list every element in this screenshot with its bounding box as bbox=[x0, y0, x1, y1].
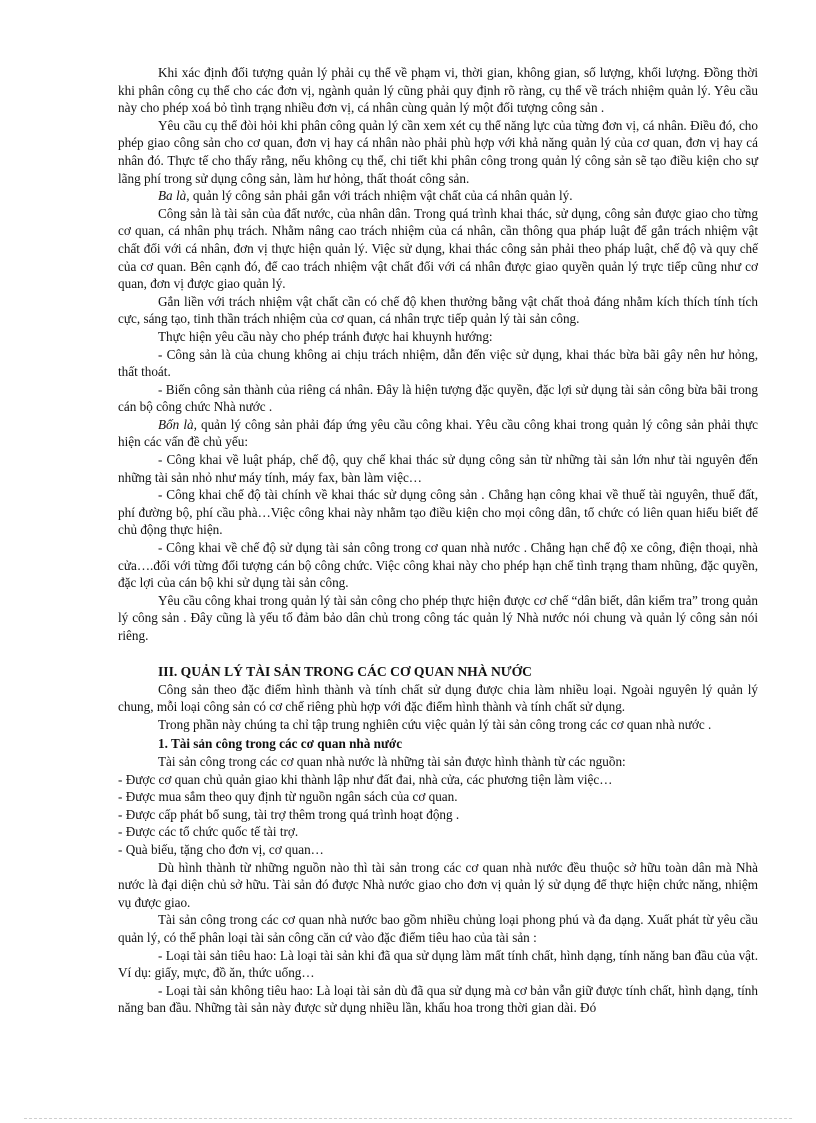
paragraph: Tài sản công trong các cơ quan nhà nước là những tài sản được hình thành từ các nguồn: bbox=[158, 753, 626, 769]
list-item: - Công sản là của chung không ai chịu trách nhiệm, dẫn đến việc sử dụng, khai thác bừa bãi gây nên hư hỏng, thất thoát. bbox=[118, 346, 758, 380]
list-item: - Được các tổ chức quốc tế tài trợ. bbox=[118, 824, 299, 840]
paragraph: Tài sản công trong các cơ quan nhà nước bao gồm nhiều chủng loại phong phú và đa dạng. Xuất phát từ yêu cầu quản lý, có thể phân loại tài sản công căn cứ vào đặc điểm tiêu hao của tài sản : bbox=[118, 912, 758, 945]
document-body bbox=[118, 64, 758, 1017]
paragraph: Yêu cầu cụ thể đòi hỏi khi phân công quản lý cần xem xét cụ thể năng lực của từng đơn vị, cá nhân. Điều đó, cho phép giao công sản cho cơ quan, đơn vị hay cá nhân nào phải phù hợp với khả năng quản lý của cơ quan, đơn vị hay cá nhân đó. Thực tế cho thấy rằng, nếu không cụ thể, chi tiết khi phân công trong quản lý công sản sẽ tạo điều kiện cho sự lãng phí trong sử dụng công sản, làm hư hỏng, thất thoát công sản. bbox=[118, 117, 758, 186]
paragraph: Công sản theo đặc điểm hình thành và tính chất sử dụng được chia làm nhiều loại. Ngoài nguyên lý quản lý chung, mỗi loại công sản có cơ chế riêng phù hợp với đặc điểm hình thành và tính chất sử dụng. bbox=[118, 681, 758, 715]
paragraph-lead: Ba là, bbox=[158, 188, 190, 204]
paragraph-text: quản lý công sản phải đáp ứng yêu cầu công khai. Yêu cầu công khai trong quản lý công sản phải thực hiện các vấn đề chủ yếu: bbox=[118, 416, 758, 450]
paragraph: Dù hình thành từ những nguồn nào thì tài sản trong các cơ quan nhà nước đều thuộc sở hữu toàn dân mà Nhà nước là đại diện chủ sở hữu. Tài sản đó được Nhà nước giao cho đơn vị quản lý sử dụng để thực hiện chức năng, nhiệm vụ được giao. bbox=[118, 859, 758, 910]
paragraph: Trong phần này chúng ta chỉ tập trung nghiên cứu việc quản lý tài sản công trong các cơ quan nhà nước . bbox=[158, 716, 712, 732]
list-item: - Được cơ quan chủ quản giao khi thành lập như đất đai, nhà cửa, các phương tiện làm việc… bbox=[118, 771, 613, 787]
list-item: - Công khai chế độ tài chính về khai thác sử dụng công sản . Chẳng hạn công khai về thuế tài nguyên, thuế đất, phí đường bộ, phí cầu phà…Việc công khai này nhằm tạo điều kiện cho mọi công dân, tổ chức có liên quan hiểu biết để chủ động thực hiện. bbox=[118, 487, 758, 538]
subsection-heading: 1. Tài sản công trong các cơ quan nhà nước bbox=[158, 736, 403, 752]
list-item: - Quà biếu, tặng cho đơn vị, cơ quan… bbox=[118, 841, 324, 857]
list-item: - Biến công sản thành của riêng cá nhân. Đây là hiện tượng đặc quyền, đặc lợi sử dụng tài sản công bừa bãi trong cán bộ công chức Nhà nước . bbox=[118, 381, 758, 415]
paragraph-text: quản lý công sản phải gắn với trách nhiệm vật chất của cá nhân quản lý. bbox=[189, 188, 573, 204]
list-item: - Loại tài sản không tiêu hao: Là loại tài sản dù đã qua sử dụng mà cơ bản vẫn giữ được tính chất, hình dạng, tính năng ban đầu. Những tài sản này được sử dụng nhiều lần, khấu hoa trong thời gian dài. Đó bbox=[118, 982, 758, 1016]
paragraph bbox=[118, 416, 758, 451]
paragraph bbox=[118, 187, 758, 205]
list-item: - Công khai về luật pháp, chế độ, quy chế khai thác sử dụng công sản từ những tài sản lớn như tài nguyên đến những tài sản nhỏ như máy tính, máy fax, bàn làm việc… bbox=[118, 452, 758, 485]
paragraph: Gắn liền với trách nhiệm vật chất cần có chế độ khen thưởng bằng vật chất thoả đáng nhằm kích thích tính tích cực, sáng tạo, tinh thần trách nhiệm của cơ quan, cá nhân trực tiếp quản lý tài sản công. bbox=[118, 293, 758, 327]
list-item: - Được cấp phát bổ sung, tài trợ thêm trong quá trình hoạt động . bbox=[118, 806, 460, 822]
paragraph: Công sản là tài sản của đất nước, của nhân dân. Trong quá trình khai thác, sử dụng, công sản được giao cho từng cơ quan, cá nhân phụ trách. Nhằm nâng cao trách nhiệm của cá nhân, cần thông qua pháp luật để gắn trách nhiệm vật chất đối với cá nhân, đơn vị thực hiện quản lý. Việc sử dụng, khai thác công sản phải theo pháp luật, chế độ và quy chế của cơ quan. Bên cạnh đó, để cao trách nhiệm vật chất đối với cá nhân được giao quyền quản lý trực tiếp cũng như cơ quan, đơn vị được giao quản lý. bbox=[118, 205, 758, 292]
list-item: - Loại tài sản tiêu hao: Là loại tài sản khi đã qua sử dụng làm mất tính chất, hình dạng, tính năng ban đầu của vật. Ví dụ: giấy, mực, đồ ăn, thức uống… bbox=[118, 947, 758, 981]
page-bottom-divider bbox=[24, 1118, 792, 1119]
list-item: - Công khai về chế độ sử dụng tài sản công trong cơ quan nhà nước . Chẳng hạn chế độ xe công, điện thoại, nhà cửa….đối với từng đối tượng cán bộ công chức. Việc công khai này cho phép hạn chế tình trạng tham nhũng, đặc quyền, đặc lợi của cán bộ khi sử dụng tài sản công. bbox=[118, 540, 758, 591]
paragraph: Thực hiện yêu cầu này cho phép tránh được hai khuynh hướng: bbox=[158, 328, 493, 344]
paragraph: Yêu cầu công khai trong quản lý tài sản công cho phép thực hiện được cơ chế “dân biết, dân kiểm tra” trong quản lý công sản . Đây cũng là yếu tố đảm bảo dân chủ trong công tác quản lý Nhà nước nói chung và quản lý công sản nói riêng. bbox=[118, 592, 758, 643]
paragraph-lead: Bốn là, bbox=[158, 416, 197, 432]
section-heading: III. QUẢN LÝ TÀI SẢN TRONG CÁC CƠ QUAN NHÀ NƯỚC bbox=[158, 663, 532, 679]
paragraph: Khi xác định đối tượng quản lý phải cụ thể về phạm vi, thời gian, không gian, số lượng, khối lượng. Đồng thời khi phân công cụ thể cho các đơn vị, ngành quản lý cũng phải quy định rõ ràng, cụ thể về trách nhiệm quản lý. Yêu cầu này cho phép xoá bỏ tình trạng nhiều đơn vị, cá nhân cùng quản lý một đối tượng công sản . bbox=[118, 65, 758, 116]
list-item: - Được mua sắm theo quy định từ nguồn ngân sách của cơ quan. bbox=[118, 789, 458, 805]
